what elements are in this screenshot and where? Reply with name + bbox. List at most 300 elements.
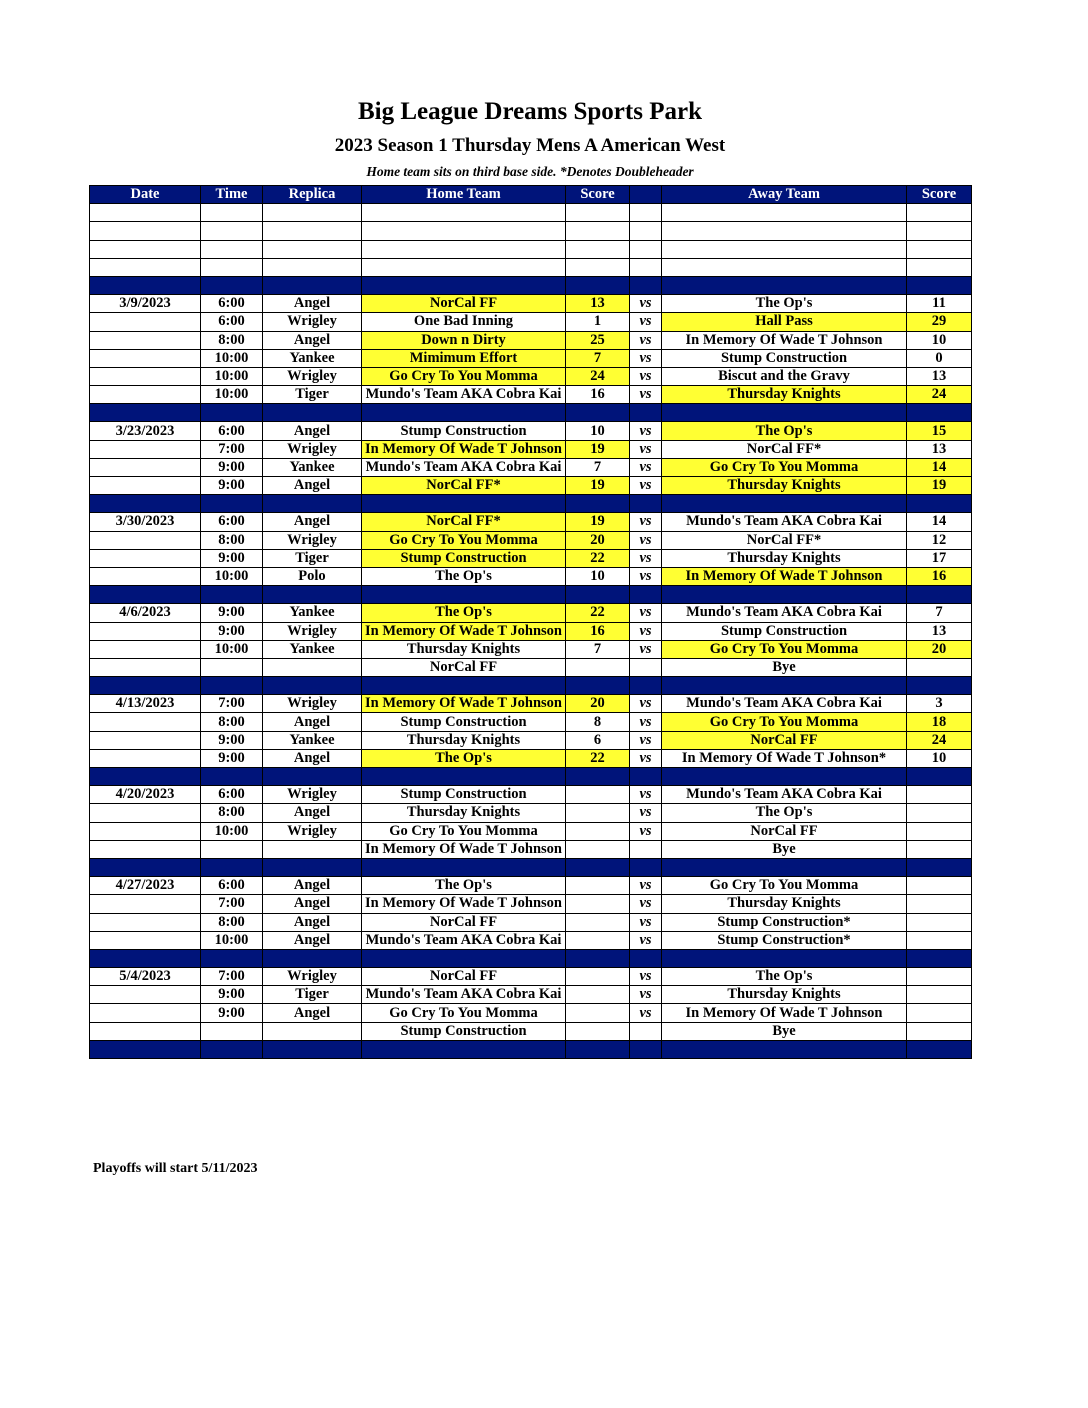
away-team-cell: Stump Construction* xyxy=(662,913,907,931)
separator-row xyxy=(90,1040,972,1058)
date-cell xyxy=(90,804,201,822)
separator-cell xyxy=(566,404,630,422)
separator-cell xyxy=(90,1040,201,1058)
date-cell xyxy=(90,386,201,404)
separator-cell xyxy=(201,1040,263,1058)
away-team-cell: In Memory Of Wade T Johnson xyxy=(662,567,907,585)
home-score-cell: 19 xyxy=(566,477,630,495)
table-row xyxy=(90,877,972,895)
date-cell: 4/6/2023 xyxy=(90,604,201,622)
blank-cell xyxy=(263,222,362,240)
away-score-cell xyxy=(907,1022,972,1040)
replica-cell: Wrigley xyxy=(263,786,362,804)
home-team-cell: In Memory Of Wade T Johnson xyxy=(362,440,566,458)
table-header-row xyxy=(90,186,972,204)
separator-cell xyxy=(907,586,972,604)
table-row xyxy=(90,640,972,658)
separator-row xyxy=(90,949,972,967)
blank-cell xyxy=(90,240,201,258)
separator-cell xyxy=(90,768,201,786)
away-score-cell xyxy=(907,658,972,676)
home-score-cell xyxy=(566,931,630,949)
home-score-cell xyxy=(566,804,630,822)
date-cell xyxy=(90,749,201,767)
home-score-cell: 20 xyxy=(566,531,630,549)
replica-cell: Angel xyxy=(263,804,362,822)
replica-cell: Wrigley xyxy=(263,440,362,458)
time-cell: 8:00 xyxy=(201,331,263,349)
separator-cell xyxy=(566,495,630,513)
blank-cell xyxy=(362,222,566,240)
separator-cell xyxy=(907,495,972,513)
blank-cell xyxy=(263,240,362,258)
away-team-cell: NorCal FF xyxy=(662,822,907,840)
time-cell: 9:00 xyxy=(201,986,263,1004)
replica-cell: Yankee xyxy=(263,731,362,749)
vs-cell: vs xyxy=(630,567,662,585)
separator-cell xyxy=(263,677,362,695)
replica-cell: Yankee xyxy=(263,458,362,476)
away-score-cell: 0 xyxy=(907,349,972,367)
separator-cell xyxy=(201,677,263,695)
away-score-cell xyxy=(907,895,972,913)
time-cell: 7:00 xyxy=(201,895,263,913)
schedule-table xyxy=(89,185,972,1059)
away-score-cell: 7 xyxy=(907,604,972,622)
home-score-cell xyxy=(566,1022,630,1040)
home-team-cell: Stump Construction xyxy=(362,786,566,804)
vs-cell: vs xyxy=(630,513,662,531)
separator-cell xyxy=(630,768,662,786)
blank-cell xyxy=(630,204,662,222)
replica-cell xyxy=(263,1022,362,1040)
replica-cell: Angel xyxy=(263,749,362,767)
time-cell xyxy=(201,1022,263,1040)
separator-cell xyxy=(662,276,907,294)
time-cell: 9:00 xyxy=(201,549,263,567)
away-score-cell: 3 xyxy=(907,695,972,713)
home-team-cell: NorCal FF xyxy=(362,913,566,931)
blank-cell xyxy=(201,204,263,222)
replica-cell: Angel xyxy=(263,913,362,931)
home-team-cell: Go Cry To You Momma xyxy=(362,367,566,385)
date-cell: 3/30/2023 xyxy=(90,513,201,531)
separator-cell xyxy=(907,1040,972,1058)
home-score-cell: 25 xyxy=(566,331,630,349)
away-score-cell: 20 xyxy=(907,640,972,658)
replica-cell: Tiger xyxy=(263,549,362,567)
header-replica: Replica xyxy=(263,186,362,204)
separator-cell xyxy=(566,677,630,695)
separator-cell xyxy=(90,949,201,967)
date-cell: 4/13/2023 xyxy=(90,695,201,713)
date-cell xyxy=(90,1004,201,1022)
table-row xyxy=(90,349,972,367)
table-row xyxy=(90,367,972,385)
home-team-cell: Thursday Knights xyxy=(362,731,566,749)
home-team-cell: Stump Construction xyxy=(362,422,566,440)
separator-row xyxy=(90,677,972,695)
home-team-cell: NorCal FF* xyxy=(362,477,566,495)
away-team-cell: Thursday Knights xyxy=(662,986,907,1004)
blank-cell xyxy=(907,204,972,222)
replica-cell: Wrigley xyxy=(263,313,362,331)
vs-cell: vs xyxy=(630,604,662,622)
away-team-cell: Go Cry To You Momma xyxy=(662,877,907,895)
home-team-cell: NorCal FF* xyxy=(362,513,566,531)
date-cell xyxy=(90,331,201,349)
date-cell: 3/23/2023 xyxy=(90,422,201,440)
replica-cell: Wrigley xyxy=(263,367,362,385)
away-score-cell: 29 xyxy=(907,313,972,331)
home-score-cell xyxy=(566,877,630,895)
blank-cell xyxy=(907,222,972,240)
time-cell xyxy=(201,840,263,858)
home-team-cell: The Op's xyxy=(362,749,566,767)
home-score-cell xyxy=(566,840,630,858)
replica-cell: Wrigley xyxy=(263,531,362,549)
away-team-cell: Stump Construction* xyxy=(662,931,907,949)
blank-row xyxy=(90,222,972,240)
away-team-cell: Biscut and the Gravy xyxy=(662,367,907,385)
blank-cell xyxy=(662,258,907,276)
table-row xyxy=(90,749,972,767)
date-cell xyxy=(90,822,201,840)
vs-cell: vs xyxy=(630,386,662,404)
vs-cell: vs xyxy=(630,931,662,949)
away-score-cell: 24 xyxy=(907,731,972,749)
home-score-cell xyxy=(566,895,630,913)
separator-cell xyxy=(90,677,201,695)
blank-row xyxy=(90,204,972,222)
separator-cell xyxy=(90,858,201,876)
table-row xyxy=(90,331,972,349)
home-score-cell: 22 xyxy=(566,604,630,622)
page-title: Big League Dreams Sports Park xyxy=(358,98,702,125)
away-team-cell: Stump Construction xyxy=(662,349,907,367)
time-cell: 9:00 xyxy=(201,604,263,622)
vs-cell: vs xyxy=(630,877,662,895)
away-score-cell: 19 xyxy=(907,477,972,495)
away-team-cell: NorCal FF xyxy=(662,731,907,749)
separator-cell xyxy=(90,495,201,513)
header-away-score: Score xyxy=(907,186,972,204)
separator-cell xyxy=(662,858,907,876)
blank-cell xyxy=(362,204,566,222)
separator-cell xyxy=(263,276,362,294)
home-score-cell: 19 xyxy=(566,513,630,531)
blank-row xyxy=(90,258,972,276)
blank-cell xyxy=(362,258,566,276)
blank-cell xyxy=(662,240,907,258)
home-score-cell: 1 xyxy=(566,313,630,331)
replica-cell xyxy=(263,658,362,676)
home-score-cell: 6 xyxy=(566,731,630,749)
header-home-score: Score xyxy=(566,186,630,204)
home-team-cell: Mundo's Team AKA Cobra Kai xyxy=(362,386,566,404)
away-score-cell: 18 xyxy=(907,713,972,731)
separator-cell xyxy=(662,586,907,604)
date-cell xyxy=(90,622,201,640)
blank-cell xyxy=(566,258,630,276)
separator-cell xyxy=(907,949,972,967)
replica-cell: Tiger xyxy=(263,386,362,404)
blank-cell xyxy=(362,240,566,258)
home-team-cell: Down n Dirty xyxy=(362,331,566,349)
date-cell: 3/9/2023 xyxy=(90,295,201,313)
separator-row xyxy=(90,495,972,513)
separator-row xyxy=(90,276,972,294)
replica-cell: Tiger xyxy=(263,986,362,1004)
away-score-cell: 14 xyxy=(907,458,972,476)
home-team-cell: Stump Construction xyxy=(362,1022,566,1040)
blank-cell xyxy=(907,240,972,258)
page-note: Home team sits on third base side. *Denotes Doubleheader xyxy=(366,164,694,179)
home-team-cell: Stump Construction xyxy=(362,713,566,731)
away-score-cell xyxy=(907,804,972,822)
vs-cell: vs xyxy=(630,531,662,549)
replica-cell: Polo xyxy=(263,567,362,585)
home-score-cell xyxy=(566,968,630,986)
home-team-cell: The Op's xyxy=(362,604,566,622)
separator-cell xyxy=(201,586,263,604)
separator-cell xyxy=(630,495,662,513)
vs-cell: vs xyxy=(630,731,662,749)
date-cell xyxy=(90,477,201,495)
time-cell: 6:00 xyxy=(201,422,263,440)
separator-cell xyxy=(90,586,201,604)
blank-cell xyxy=(566,240,630,258)
blank-cell xyxy=(201,258,263,276)
time-cell: 9:00 xyxy=(201,731,263,749)
home-team-cell: The Op's xyxy=(362,567,566,585)
separator-row xyxy=(90,858,972,876)
separator-cell xyxy=(662,495,907,513)
home-team-cell: NorCal FF xyxy=(362,295,566,313)
replica-cell: Angel xyxy=(263,295,362,313)
separator-cell xyxy=(630,586,662,604)
time-cell: 10:00 xyxy=(201,931,263,949)
time-cell: 8:00 xyxy=(201,531,263,549)
table-row xyxy=(90,895,972,913)
replica-cell: Angel xyxy=(263,477,362,495)
separator-cell xyxy=(201,276,263,294)
date-cell xyxy=(90,349,201,367)
time-cell: 6:00 xyxy=(201,513,263,531)
vs-cell: vs xyxy=(630,422,662,440)
separator-cell xyxy=(362,586,566,604)
vs-cell: vs xyxy=(630,477,662,495)
vs-cell xyxy=(630,1022,662,1040)
table-row xyxy=(90,477,972,495)
separator-cell xyxy=(630,404,662,422)
date-cell xyxy=(90,931,201,949)
home-team-cell: Go Cry To You Momma xyxy=(362,822,566,840)
home-team-cell: Mundo's Team AKA Cobra Kai xyxy=(362,986,566,1004)
table-row xyxy=(90,1004,972,1022)
time-cell: 9:00 xyxy=(201,477,263,495)
away-team-cell: Go Cry To You Momma xyxy=(662,458,907,476)
separator-cell xyxy=(90,276,201,294)
table-row xyxy=(90,695,972,713)
date-cell: 4/27/2023 xyxy=(90,877,201,895)
away-team-cell: Bye xyxy=(662,658,907,676)
separator-cell xyxy=(566,949,630,967)
away-score-cell xyxy=(907,840,972,858)
separator-cell xyxy=(263,586,362,604)
separator-cell xyxy=(662,768,907,786)
date-cell xyxy=(90,640,201,658)
time-cell: 6:00 xyxy=(201,877,263,895)
replica-cell: Wrigley xyxy=(263,695,362,713)
home-team-cell: Mundo's Team AKA Cobra Kai xyxy=(362,458,566,476)
blank-cell xyxy=(630,258,662,276)
away-score-cell: 14 xyxy=(907,513,972,531)
table-row xyxy=(90,840,972,858)
separator-cell xyxy=(566,768,630,786)
separator-cell xyxy=(630,276,662,294)
time-cell: 6:00 xyxy=(201,313,263,331)
home-score-cell: 16 xyxy=(566,386,630,404)
time-cell: 9:00 xyxy=(201,1004,263,1022)
home-score-cell: 7 xyxy=(566,349,630,367)
time-cell: 6:00 xyxy=(201,786,263,804)
vs-cell: vs xyxy=(630,313,662,331)
away-team-cell: Thursday Knights xyxy=(662,549,907,567)
away-score-cell xyxy=(907,1004,972,1022)
vs-cell: vs xyxy=(630,549,662,567)
date-cell: 4/20/2023 xyxy=(90,786,201,804)
date-cell xyxy=(90,367,201,385)
table-row xyxy=(90,986,972,1004)
table-row xyxy=(90,549,972,567)
blank-cell xyxy=(662,204,907,222)
time-cell: 8:00 xyxy=(201,804,263,822)
separator-cell xyxy=(907,768,972,786)
vs-cell: vs xyxy=(630,622,662,640)
table-row xyxy=(90,531,972,549)
away-score-cell xyxy=(907,968,972,986)
time-cell: 8:00 xyxy=(201,913,263,931)
home-team-cell: Go Cry To You Momma xyxy=(362,1004,566,1022)
away-team-cell: The Op's xyxy=(662,968,907,986)
date-cell xyxy=(90,658,201,676)
away-team-cell: Stump Construction xyxy=(662,622,907,640)
playoffs-note: Playoffs will start 5/11/2023 xyxy=(93,1161,258,1176)
home-score-cell xyxy=(566,1004,630,1022)
home-team-cell: NorCal FF xyxy=(362,658,566,676)
away-team-cell: Bye xyxy=(662,1022,907,1040)
separator-cell xyxy=(201,768,263,786)
blank-cell xyxy=(263,258,362,276)
table-row xyxy=(90,567,972,585)
separator-row xyxy=(90,404,972,422)
date-cell xyxy=(90,1022,201,1040)
table-row xyxy=(90,1022,972,1040)
away-team-cell: The Op's xyxy=(662,295,907,313)
home-team-cell: In Memory Of Wade T Johnson xyxy=(362,622,566,640)
away-score-cell xyxy=(907,877,972,895)
separator-cell xyxy=(201,858,263,876)
separator-cell xyxy=(630,858,662,876)
vs-cell: vs xyxy=(630,968,662,986)
away-score-cell: 13 xyxy=(907,622,972,640)
separator-cell xyxy=(662,1040,907,1058)
away-team-cell: Go Cry To You Momma xyxy=(662,713,907,731)
time-cell: 10:00 xyxy=(201,567,263,585)
table-row xyxy=(90,968,972,986)
separator-cell xyxy=(263,858,362,876)
vs-cell: vs xyxy=(630,913,662,931)
page-subtitle: 2023 Season 1 Thursday Mens A American West xyxy=(334,135,726,156)
home-score-cell xyxy=(566,913,630,931)
separator-cell xyxy=(362,858,566,876)
replica-cell: Yankee xyxy=(263,604,362,622)
separator-cell xyxy=(662,677,907,695)
replica-cell: Wrigley xyxy=(263,822,362,840)
blank-cell xyxy=(907,258,972,276)
vs-cell: vs xyxy=(630,804,662,822)
away-team-cell: NorCal FF* xyxy=(662,531,907,549)
separator-row xyxy=(90,768,972,786)
home-score-cell: 13 xyxy=(566,295,630,313)
away-score-cell: 16 xyxy=(907,567,972,585)
table-row xyxy=(90,295,972,313)
date-cell xyxy=(90,549,201,567)
date-cell xyxy=(90,531,201,549)
home-score-cell: 22 xyxy=(566,549,630,567)
away-score-cell xyxy=(907,986,972,1004)
table-row xyxy=(90,658,972,676)
vs-cell: vs xyxy=(630,713,662,731)
replica-cell xyxy=(263,840,362,858)
separator-cell xyxy=(566,858,630,876)
home-team-cell: Mundo's Team AKA Cobra Kai xyxy=(362,931,566,949)
vs-cell xyxy=(630,658,662,676)
away-score-cell: 11 xyxy=(907,295,972,313)
away-score-cell: 10 xyxy=(907,749,972,767)
away-team-cell: NorCal FF* xyxy=(662,440,907,458)
away-score-cell: 15 xyxy=(907,422,972,440)
separator-cell xyxy=(362,949,566,967)
home-score-cell xyxy=(566,658,630,676)
blank-cell xyxy=(201,222,263,240)
separator-cell xyxy=(201,404,263,422)
replica-cell: Wrigley xyxy=(263,968,362,986)
time-cell: 7:00 xyxy=(201,440,263,458)
home-score-cell: 20 xyxy=(566,695,630,713)
away-score-cell: 10 xyxy=(907,331,972,349)
time-cell: 9:00 xyxy=(201,749,263,767)
away-team-cell: Mundo's Team AKA Cobra Kai xyxy=(662,513,907,531)
away-team-cell: Bye xyxy=(662,840,907,858)
replica-cell: Angel xyxy=(263,895,362,913)
date-cell xyxy=(90,313,201,331)
date-cell: 5/4/2023 xyxy=(90,968,201,986)
time-cell: 10:00 xyxy=(201,367,263,385)
blank-cell xyxy=(630,240,662,258)
vs-cell: vs xyxy=(630,458,662,476)
table-row xyxy=(90,622,972,640)
separator-cell xyxy=(362,276,566,294)
separator-row xyxy=(90,586,972,604)
home-team-cell: The Op's xyxy=(362,877,566,895)
header-date: Date xyxy=(90,186,201,204)
away-score-cell: 13 xyxy=(907,367,972,385)
vs-cell: vs xyxy=(630,440,662,458)
vs-cell: vs xyxy=(630,640,662,658)
separator-cell xyxy=(907,404,972,422)
